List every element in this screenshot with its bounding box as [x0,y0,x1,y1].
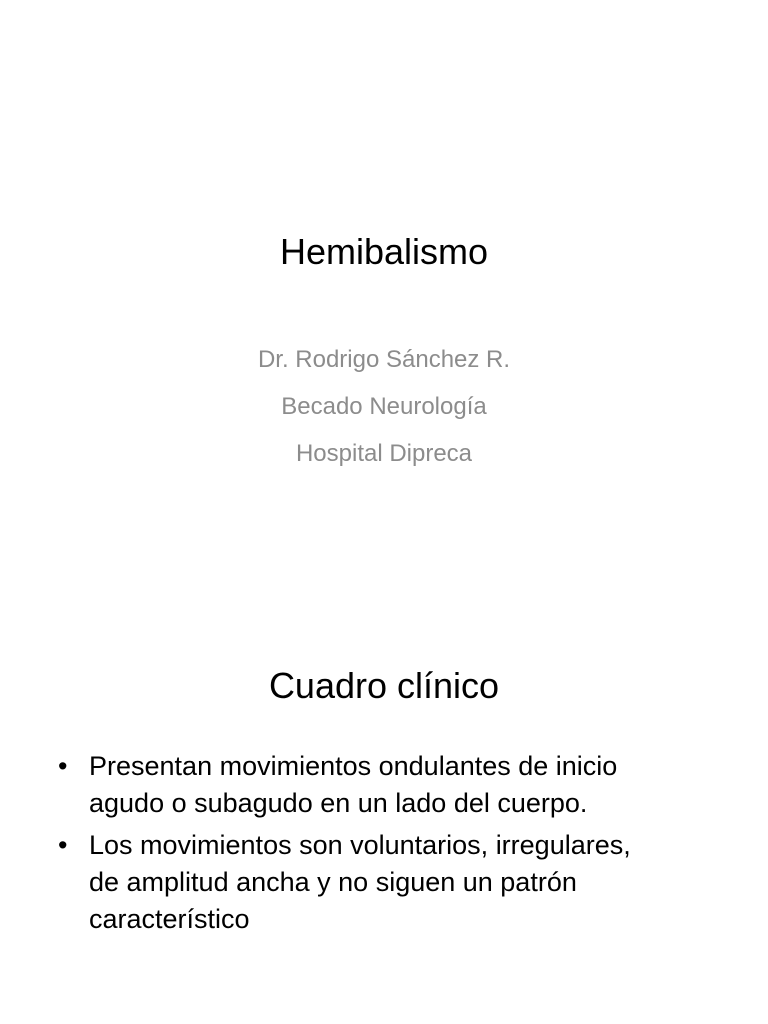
bullet-item [0,748,768,822]
institution: Hospital Dipreca [295,440,473,467]
bullet-list [0,748,768,943]
bullet-icon: • [58,751,68,781]
slide-title: Hemibalismo [279,231,489,272]
author-role: Becado Neurología [281,393,487,420]
bullet-text-line: Los movimientos son voluntarios, irregulares, [89,830,631,860]
bullet-text-line: característico [89,904,250,934]
subtitle-block [0,336,768,477]
author-name: Dr. Rodrigo Sánchez R. [257,346,511,373]
slide-title: Cuadro clínico [268,665,500,706]
bullet-text-line: agudo o subagudo en un lado del cuerpo. [89,788,588,818]
bullet-text-line: Presentan movimientos ondulantes de inicio [89,751,618,781]
bullet-icon: • [58,830,68,860]
content-slide [0,512,768,1024]
bullet-text-line: de amplitud ancha y no siguen un patrón [89,867,577,897]
bullet-item [0,827,768,938]
